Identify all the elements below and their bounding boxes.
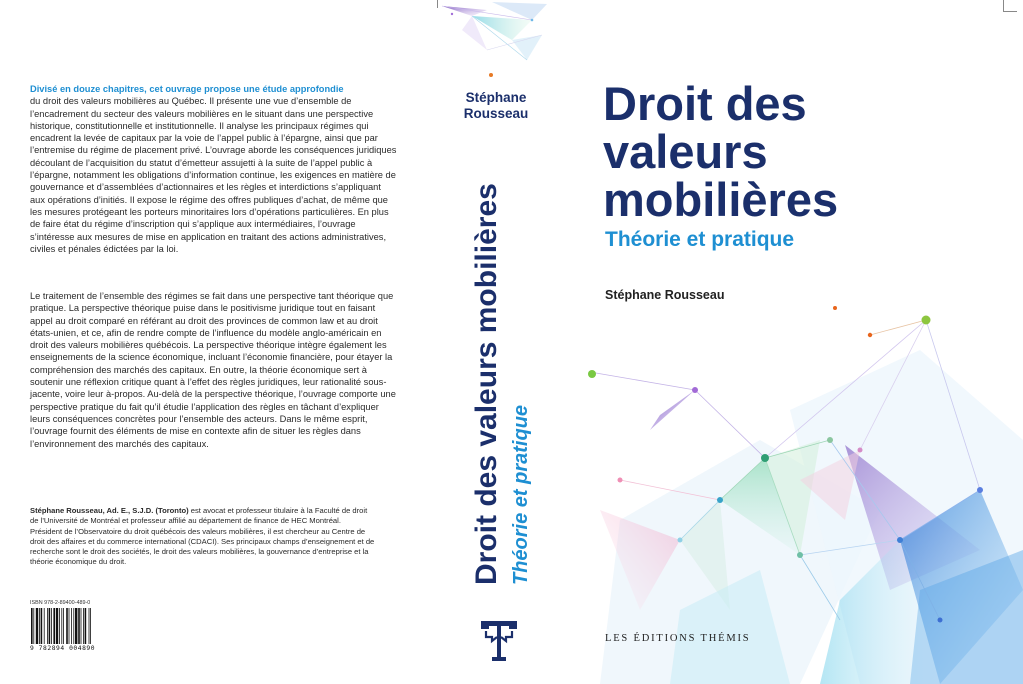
spine-author [432,90,560,122]
front-title-line-1: Droit des [603,77,807,130]
publisher-logo-icon [478,617,520,661]
barcode-icon [30,608,116,644]
summary-paragraph-2: Le traitement de l’ensemble des régimes se fait dans une perspective tant théorique que pratique. La perspective théorique puise dans le positivisme juridique tout en faisant appel au droit comparé en référant au droit des provinces de common law et au droit états-unien, et ce, afin de rendre compte de l’influence du modèle anglo-américain en droit des valeurs mobilières québécois. La perspective théorique intègre également les enseignements de la science économique, incluant l’économie financière, pour étayer la compréhension des marchés des capitaux. En outre, la théorie économique sert à soutenir une réflexion critique quant à l’effet des règles juridiques, leur rationalité sous-jacente, voire leur à-propos. Au-delà de la perspective théorique, l’ouvrage comporte une perspective pratique du fait qu’il étudie l’application des règles en tâchant d’expliquer leurs conséquences concrètes pour l’ensemble des acteurs. Dans le même esprit, l’ouvrage fournit des éléments de mise en contexte afin de situer les règles dans l’environnement des marchés des capitaux. [30,291,396,449]
isbn-label: ISBN 978-2-89400-489-0 [30,600,91,606]
spine-author-last: Rousseau [463,106,529,121]
author-bio-text: est avocat et professeur titulaire à la Faculté de droit de l’Université de Montréal et professeur affilié au département de finance de HEC Montréal. Président de l’Observatoire du droit québécois des valeurs mobilières, il est chercheur au Centre de droit des affaires et du commerce international (CDACI). Ses principaux champs d’enseignement et de recherche sont le droit des sociétés, le droit des valeurs mobilières, la gouvernance d’entreprise et la théorie économique du droit. [30,506,375,567]
summary-lead: Divisé en douze chapitres, cet ouvrage propose une étude approfondie [30,84,344,94]
front-subtitle: Théorie et pratique [605,228,795,251]
back-cover [0,0,430,684]
author-bio [30,506,375,568]
author-bio-name: Stéphane Rousseau, Ad. E., S.J.D. (Toronto) [30,506,189,515]
summary-paragraph-1: du droit des valeurs mobilières au Québec. Il présente une vue d’ensemble de l’encadrement du secteur des valeurs mobilières en le situant dans une perspective historique, constitutionnelle et institutionnelle. Il analyse les principaux régimes qui encadrent la levée de capitaux par la voie de l’appel public à l’épargne, ainsi que par l’entremise du régime de placement privé. L’ouvrage aborde les conséquences juridiques découlant de l’acquisition du statut d’émetteur assujetti à la suite de l’appel public à l’épargne, notamment les obligations d’information continue, les exigences en matière de gouvernance et d’assemblées d’actionnaires et les règles et interdictions s’appliquant aux opérations d’initiés. Il expose le régime des offres publiques d’achat, de même que les mesures protégeant les porteurs minoritaires lors d’opérations particulières. En plus de faire état du régime d’inscription qui s’applique aux intermédiaires, l’ouvrage s’intéresse aux mesures de mise en application en traitant des actions administratives, civiles et pénales édictées par la loi. [30,96,397,254]
spine-title: Droit des valeurs mobilières [470,183,503,585]
front-network-art [560,290,1023,684]
publisher-name: LES ÉDITIONS THÉMIS [605,633,751,644]
spine-title-box [468,155,506,585]
spine [432,0,560,684]
barcode-number: 9 782894 004890 [30,645,96,652]
front-title-line-2: valeurs [603,125,768,178]
spine-subtitle-box [508,360,534,585]
back-cover-summary [30,83,398,255]
spine-subtitle: Théorie et pratique [510,404,532,585]
spine-author-first: Stéphane [465,90,527,105]
front-author: Stéphane Rousseau [605,288,725,302]
front-title-line-3: mobilières [603,173,839,226]
front-title [603,77,1003,226]
